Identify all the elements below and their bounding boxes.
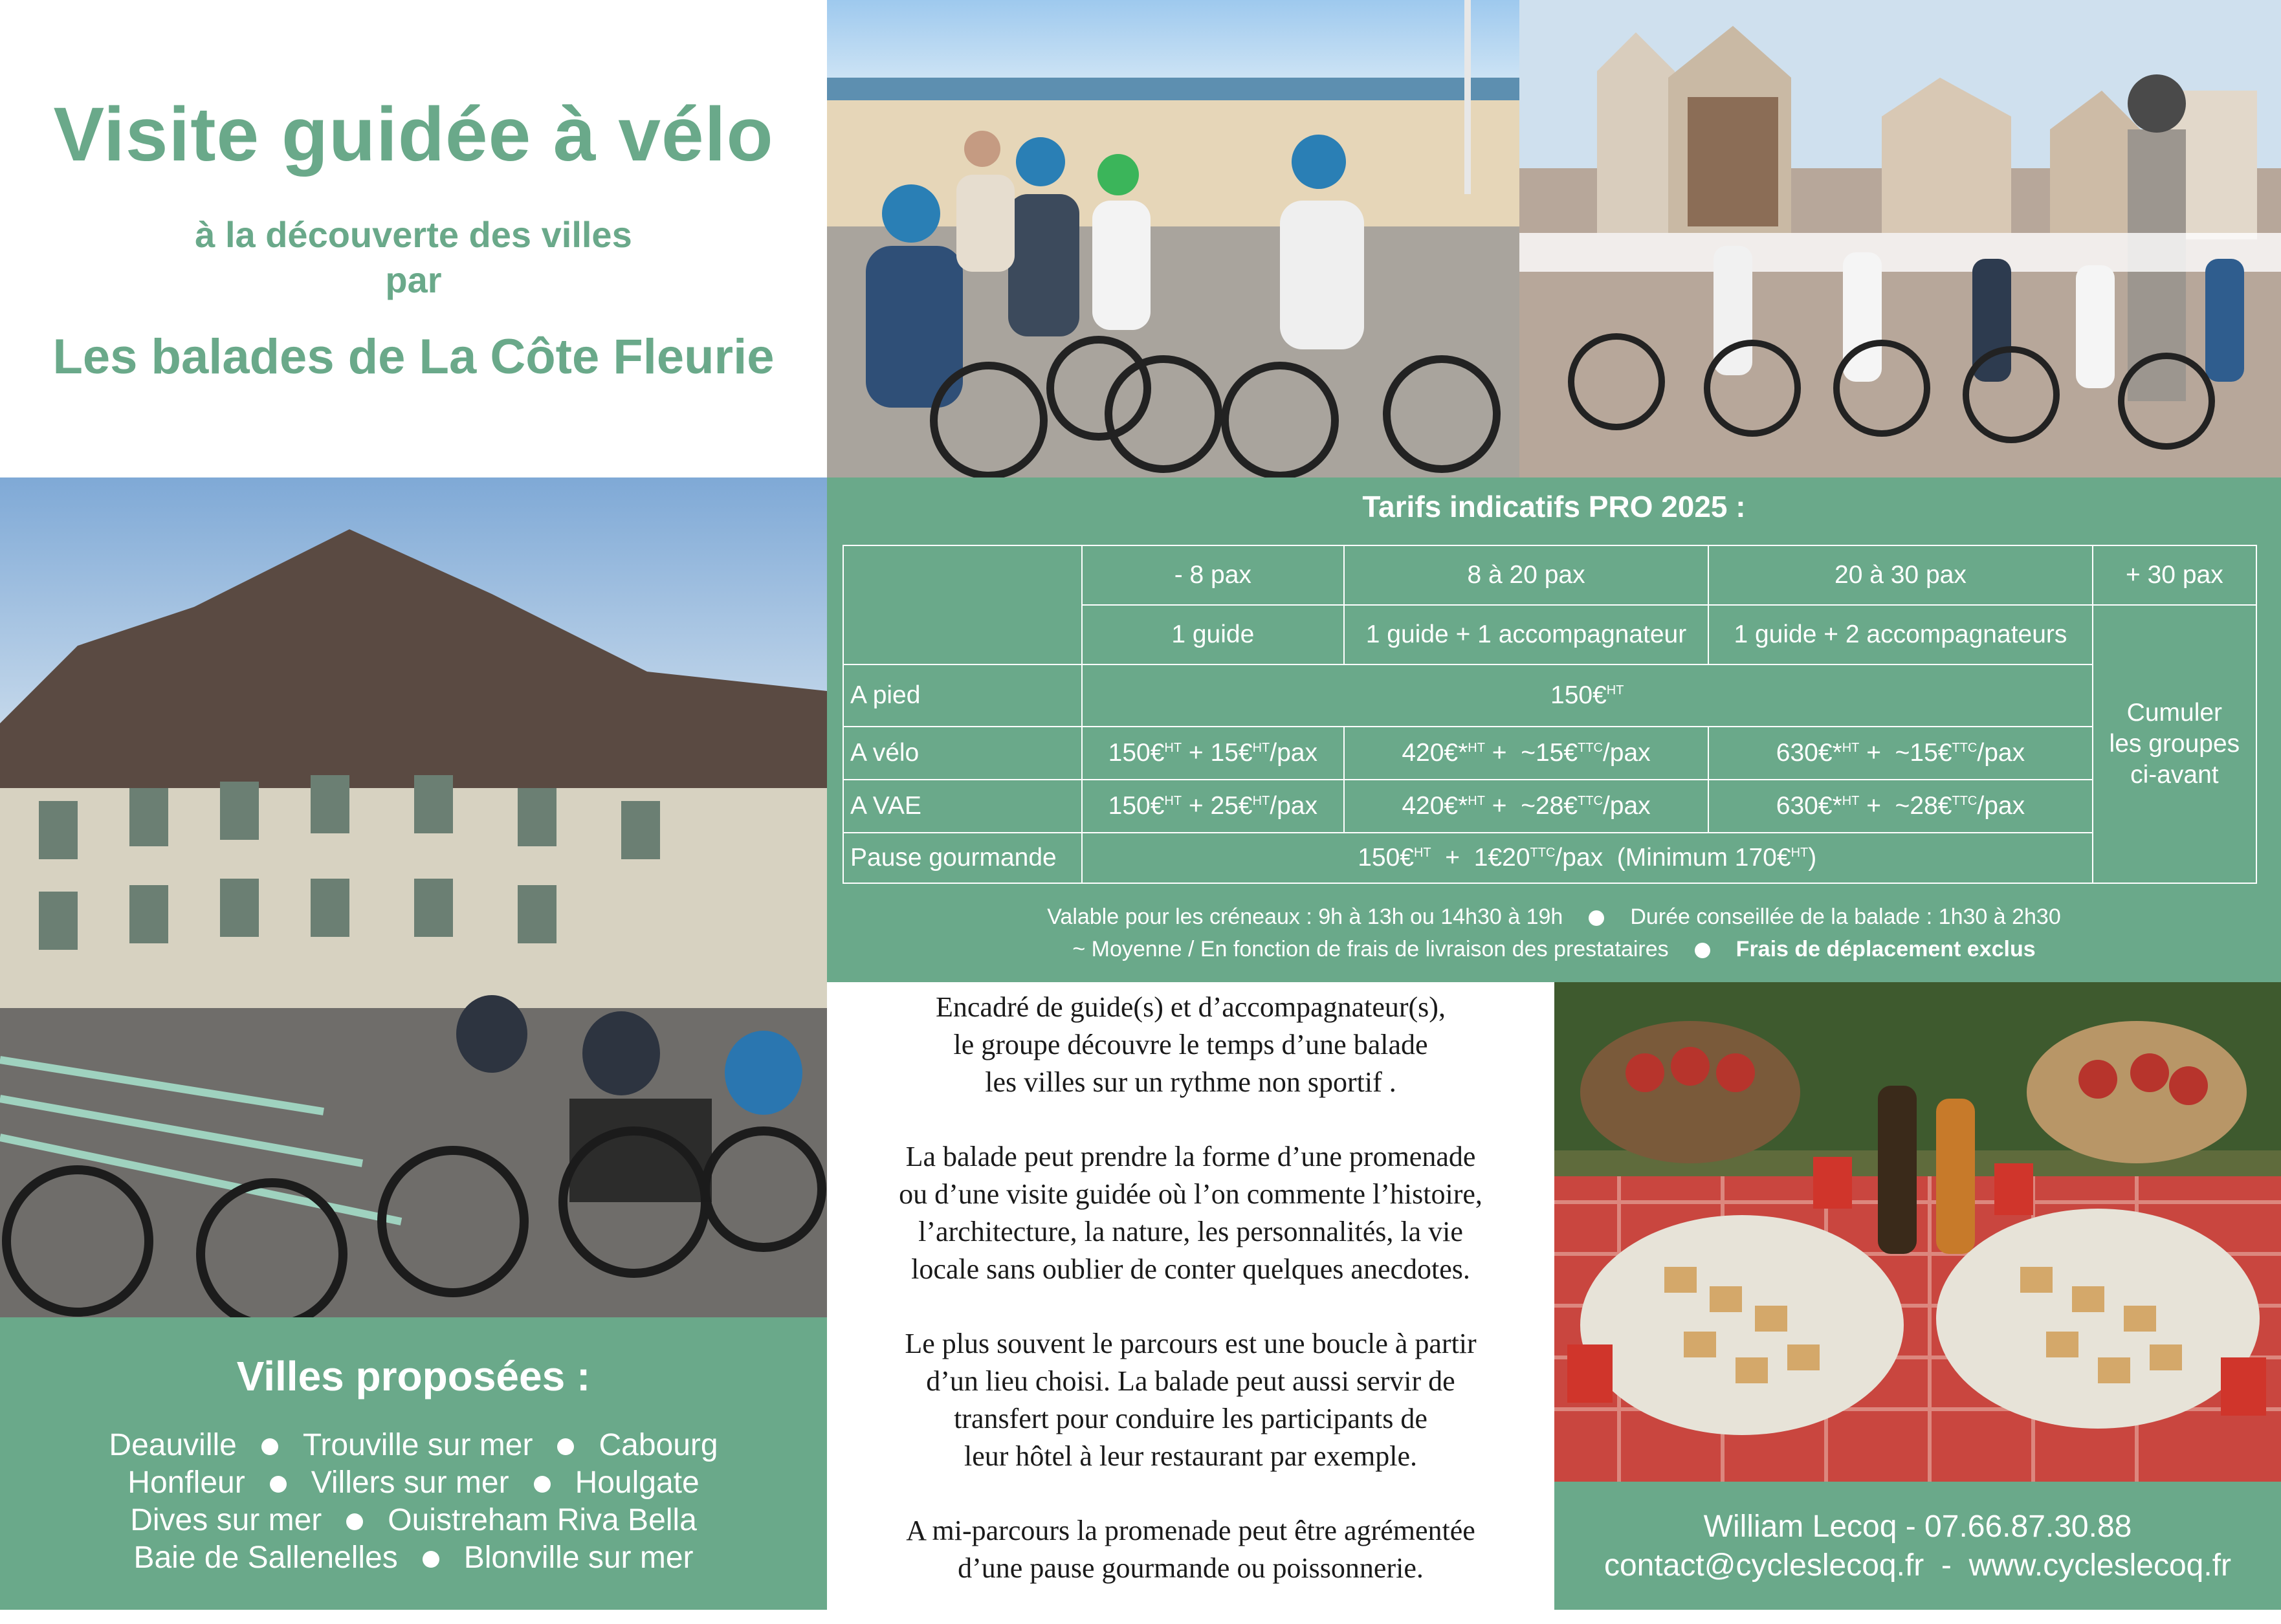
bullet-icon bbox=[557, 1438, 574, 1455]
price-velo-2: 420€*$^{HT}$ + ~15€$^{TTC}$/pax bbox=[1344, 727, 1708, 780]
description-block bbox=[827, 982, 1554, 1610]
main-title: Visite guidée à vélo bbox=[53, 92, 774, 177]
photo-hotel-bikes bbox=[0, 477, 827, 1317]
col-header-2: 8 à 20 pax bbox=[1344, 545, 1708, 605]
table-row bbox=[843, 664, 2256, 727]
ville-item: Blonville sur mer bbox=[463, 1541, 694, 1575]
cumuler-line-2: les groupes bbox=[2109, 730, 2240, 758]
price-velo-1: 150€$^{HT}$ + 15€$^{HT}$/pax bbox=[1082, 727, 1344, 780]
description-paragraph-1: Encadré de guide(s) et d’accompagnateur(s), le groupe découvre le temps d’une balade les villes sur un rythme non sportif . bbox=[936, 991, 1446, 1098]
ville-item: Baie de Sallenelles bbox=[133, 1541, 398, 1575]
row-label-pause: Pause gourmande bbox=[843, 833, 1082, 883]
cumuler-cell bbox=[2093, 605, 2256, 883]
subtitle-line-1: à la découverte des villes bbox=[195, 214, 632, 255]
col-header-1: - 8 pax bbox=[1082, 545, 1344, 605]
tarifs-title: Tarifs indicatifs PRO 2025 : bbox=[1362, 490, 1746, 523]
bullet-icon bbox=[534, 1476, 551, 1493]
bullet-icon bbox=[423, 1551, 439, 1568]
table-row bbox=[843, 545, 2256, 605]
bullet-icon bbox=[270, 1476, 287, 1493]
ville-item: Dives sur mer bbox=[130, 1503, 322, 1537]
bullet-icon bbox=[1695, 943, 1710, 958]
villes-title: Villes proposées : bbox=[236, 1353, 591, 1399]
villes-row-4 bbox=[0, 1540, 827, 1575]
bullet-icon bbox=[1589, 910, 1604, 926]
price-a-pied: 150€$^{HT}$ bbox=[1082, 664, 2093, 727]
ville-item: Cabourg bbox=[599, 1428, 718, 1462]
ville-item: Deauville bbox=[109, 1428, 237, 1462]
price-velo-3: 630€*$^{HT}$ + ~15€$^{TTC}$/pax bbox=[1708, 727, 2093, 780]
price-vae-3: 630€*$^{HT}$ + ~28€$^{TTC}$/pax bbox=[1708, 780, 2093, 833]
description-paragraph-2: La balade peut prendre la forme d’une promenade ou d’une visite guidée où l’on commente l’histoire, l’architecture, la nature, les personnalités, la vie locale sans oublier de conter quelques anecdotes. bbox=[899, 1141, 1482, 1285]
tarifs-panel bbox=[827, 477, 2281, 982]
table-row bbox=[843, 780, 2256, 833]
cumuler-line-3: ci-avant bbox=[2130, 761, 2219, 789]
ville-item: Honfleur bbox=[127, 1465, 245, 1500]
ville-item: Trouville sur mer bbox=[302, 1428, 533, 1462]
ville-item: Houlgate bbox=[575, 1465, 700, 1500]
tarifs-note-2: ~ Moyenne / En fonction de frais de livraison des prestataires Frais de déplacement exclus bbox=[1072, 937, 2036, 961]
contact-email-web: contact@cycleslecoq.fr - www.cycleslecoq.fr bbox=[1603, 1548, 2232, 1583]
price-vae-1: 150€$^{HT}$ + 25€$^{HT}$/pax bbox=[1082, 780, 1344, 833]
col-header-3: 20 à 30 pax bbox=[1708, 545, 2093, 605]
tarifs-table bbox=[843, 545, 2257, 884]
description-paragraph-3: Le plus souvent le parcours est une boucle à partir d’un lieu choisi. La balade peut aussi servir de transfert pour conduire les participants de leur hôtel à leur restaurant par exemple. bbox=[905, 1328, 1477, 1472]
villes-row-3 bbox=[0, 1502, 827, 1538]
col-header-4: + 30 pax bbox=[2093, 545, 2256, 605]
description-paragraph-4: A mi-parcours la promenade peut être agrémentée d’une pause gourmande ou poissonnerie. bbox=[906, 1515, 1475, 1584]
subtitle-line-2: par bbox=[385, 259, 442, 300]
row-label-a-vae: A VAE bbox=[843, 780, 1082, 833]
guide-cell-2: 1 guide + 1 accompagnateur bbox=[1344, 605, 1708, 664]
bullet-icon bbox=[346, 1513, 363, 1530]
contact-panel bbox=[1554, 1482, 2281, 1610]
ville-item: Ouistreham Riva Bella bbox=[388, 1503, 697, 1537]
contact-name-phone: William Lecoq - 07.66.87.30.88 bbox=[1703, 1509, 2132, 1544]
bullet-icon bbox=[261, 1438, 278, 1455]
villes-row-2 bbox=[0, 1465, 827, 1500]
photo-pause-gourmande bbox=[1554, 982, 2281, 1482]
cumuler-line-1: Cumuler bbox=[2126, 699, 2223, 727]
title-block bbox=[0, 0, 827, 477]
table-row bbox=[843, 833, 2256, 883]
guide-cell-3: 1 guide + 2 accompagnateurs bbox=[1708, 605, 2093, 664]
price-pause: 150€$^{HT}$ + $1€20^{TTC}$/pax (Minimum 170€$^{HT}$) bbox=[1082, 833, 2093, 883]
row-label-a-pied: A pied bbox=[843, 664, 1082, 727]
villes-panel bbox=[0, 1317, 827, 1610]
villes-row-1 bbox=[0, 1427, 827, 1463]
table-row bbox=[843, 727, 2256, 780]
tarifs-note-1: Valable pour les créneaux : 9h à 13h ou 14h30 à 19h Durée conseillée de la balade : 1h30 à 2h30 bbox=[1047, 905, 2061, 929]
ville-item: Villers sur mer bbox=[311, 1465, 509, 1500]
guide-cell-1: 1 guide bbox=[1082, 605, 1344, 664]
brand-name: Les balades de La Côte Fleurie bbox=[52, 329, 775, 384]
price-vae-2: 420€*$^{HT}$ + ~28€$^{TTC}$/pax bbox=[1344, 780, 1708, 833]
row-label-a-velo: A vélo bbox=[843, 727, 1082, 780]
photo-villas-cyclists bbox=[1519, 0, 2281, 477]
table-corner-cell bbox=[843, 545, 1082, 664]
photo-beach-cyclists bbox=[827, 0, 1519, 477]
